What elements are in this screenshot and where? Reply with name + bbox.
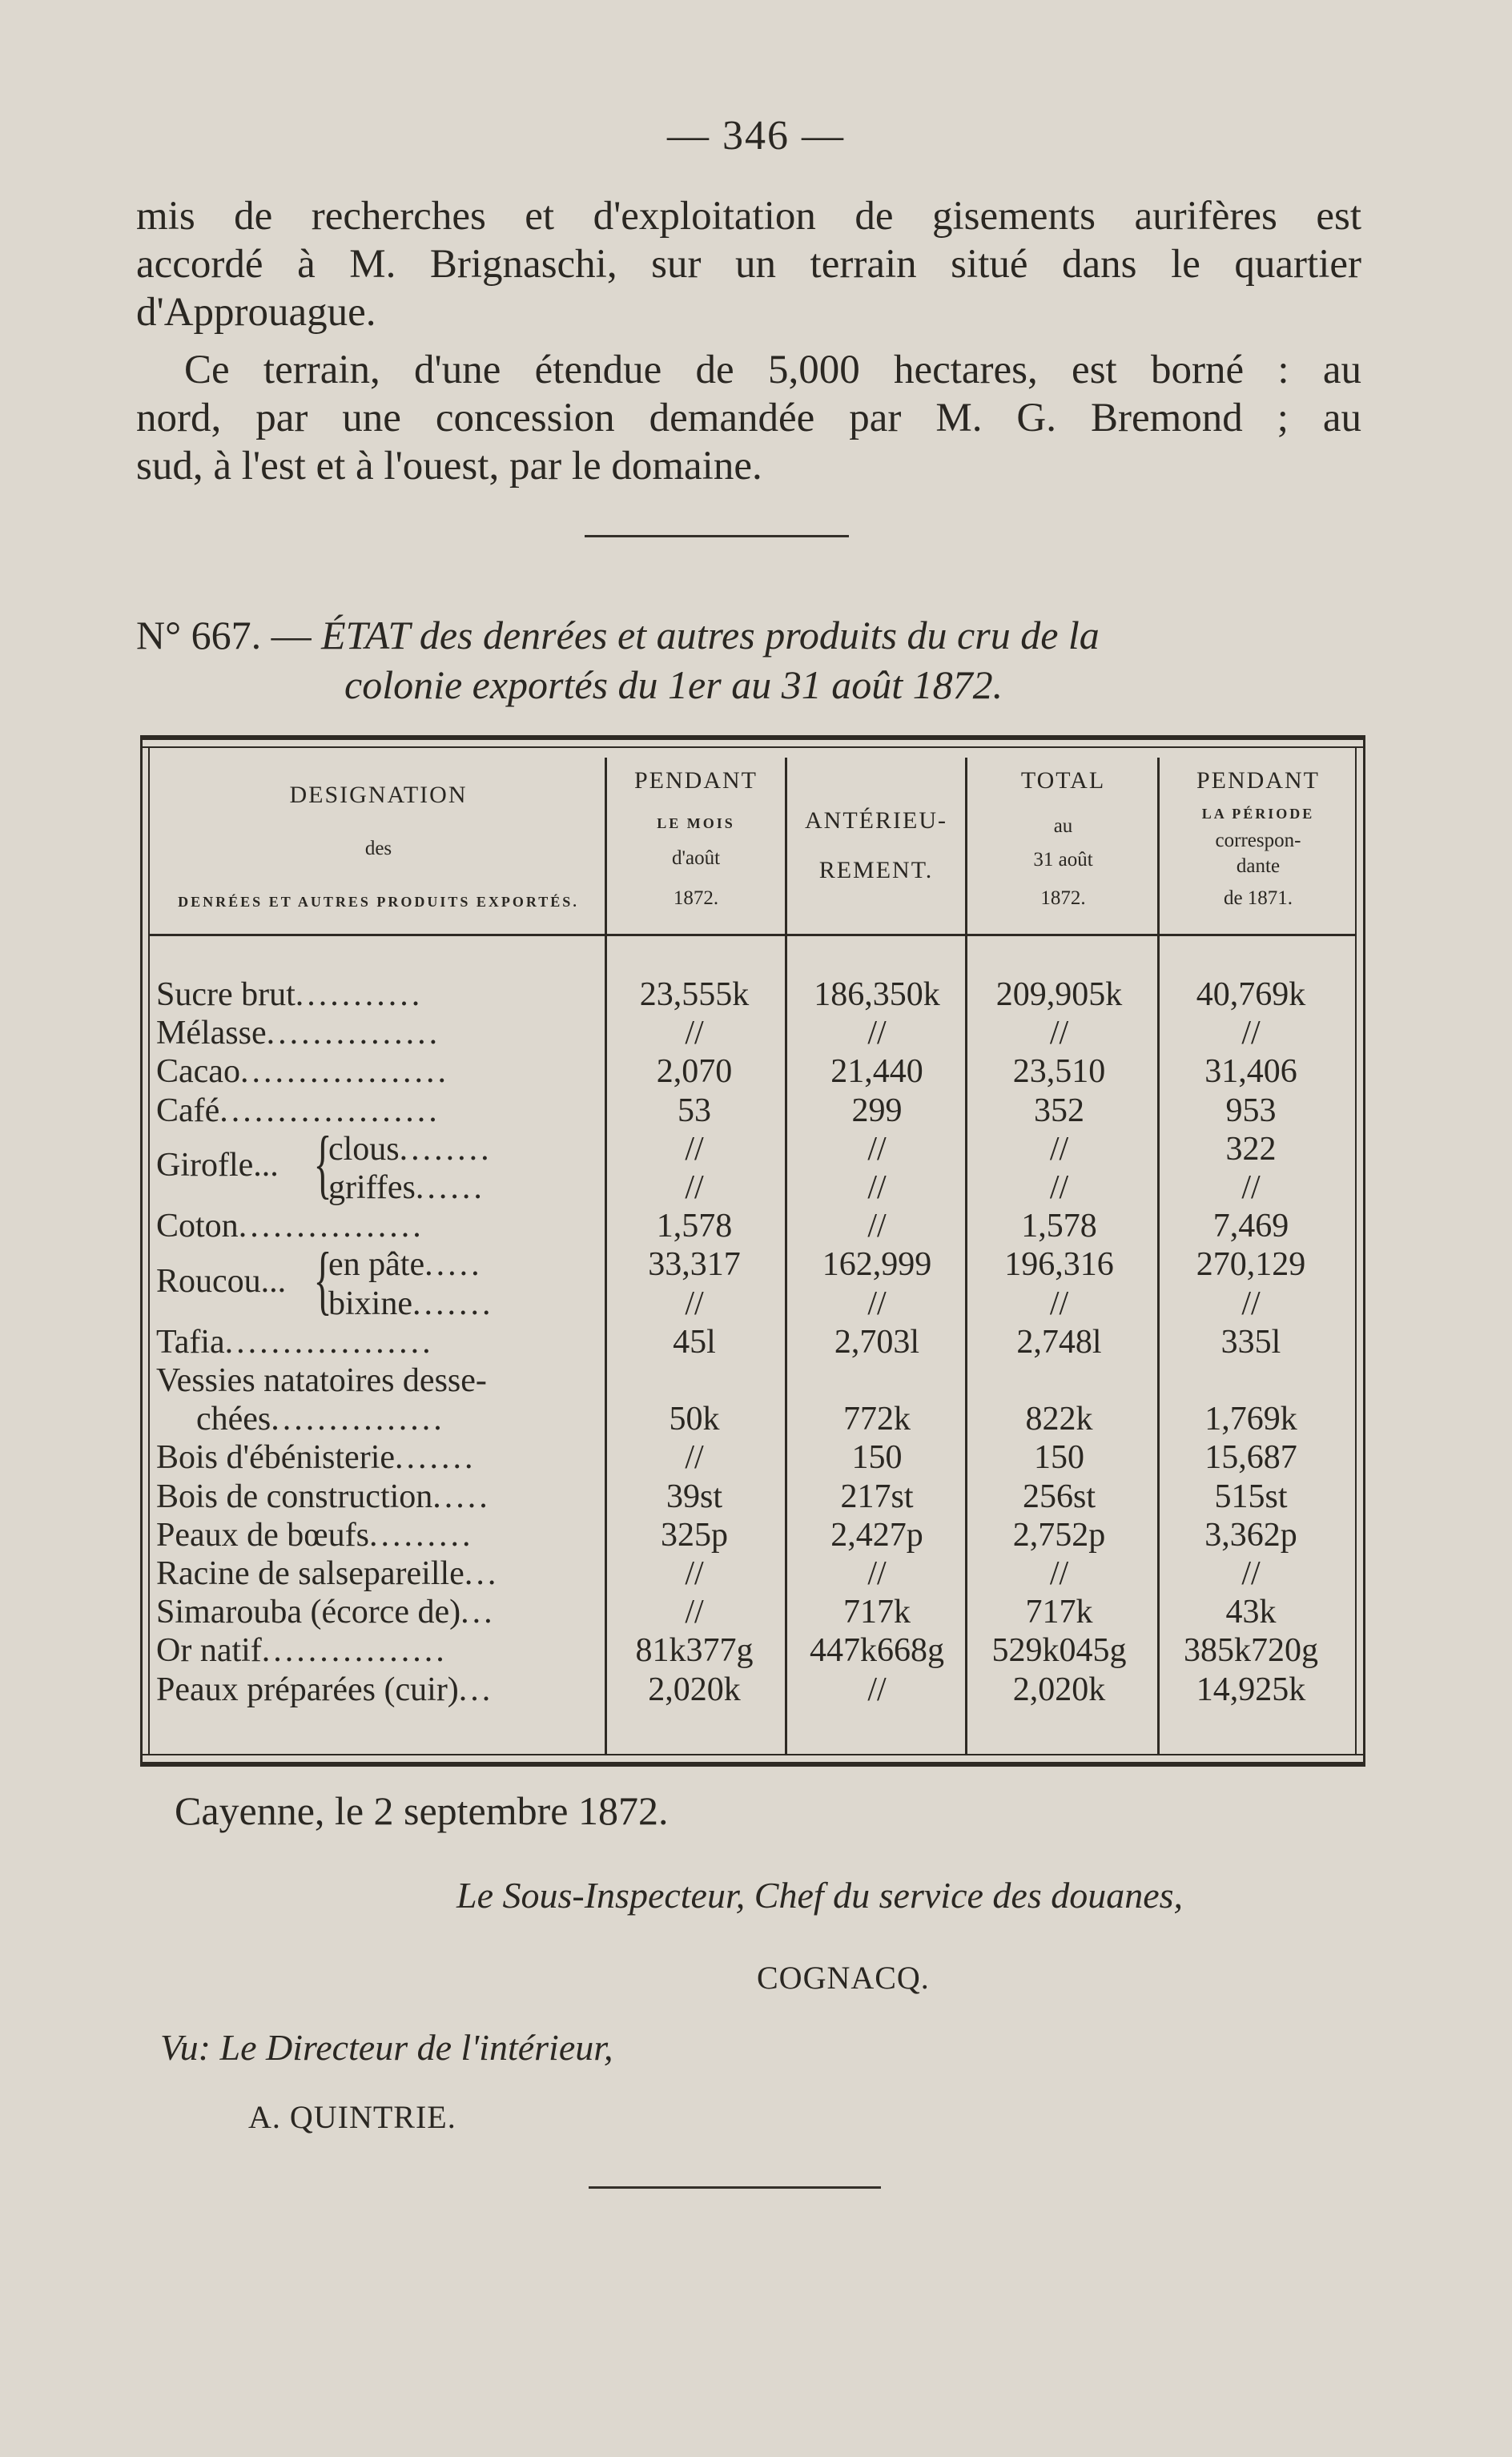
row-label-text: Bois de construction (156, 1478, 433, 1515)
cell-col3: 209,905k (995, 976, 1123, 1013)
table-row (140, 1014, 1365, 1052)
row-label-text: bixine (328, 1285, 412, 1322)
table-row (140, 975, 1365, 1014)
girofle-group-brace: { (313, 1120, 332, 1206)
cell-col1: // (685, 1285, 704, 1322)
row-label-text: Vessies natatoires desse- (156, 1362, 487, 1399)
cell-col4: 31,406 (1204, 1053, 1297, 1091)
row-label-text: Or natif (156, 1632, 262, 1670)
table-row (140, 1361, 1365, 1400)
intro-line: d'Approuague. (136, 290, 376, 335)
signer-name: COGNACQ. (757, 1960, 930, 1996)
cell-col3: 150 (1034, 1439, 1084, 1477)
cell-col4: 335l (1220, 1323, 1281, 1361)
table-row (140, 1400, 1365, 1438)
cell-col1: 2,070 (656, 1053, 733, 1091)
row-label-dots: ....... (395, 1439, 477, 1477)
row-label-dots: ................ (261, 1632, 448, 1670)
row-label (156, 1593, 601, 1631)
cell-col3: 256st (1022, 1478, 1096, 1515)
cell-col2: // (867, 1208, 887, 1245)
cell-col2: 299 (851, 1092, 903, 1129)
cell-col1: 81k377g (635, 1632, 754, 1670)
cell-col2: // (867, 1169, 887, 1206)
cell-col4: 14,925k (1196, 1671, 1306, 1708)
table-row (140, 1438, 1365, 1477)
row-label-dots: ............... (271, 1401, 445, 1438)
cell-col2: 772k (843, 1401, 911, 1438)
row-label-dots: ................ (238, 1208, 424, 1245)
row-label-text: Cacao (156, 1053, 240, 1091)
cell-col2: 717k (843, 1594, 911, 1631)
cell-col1: // (685, 1130, 704, 1168)
roucou-group-brace: { (313, 1236, 332, 1322)
cell-col1: 33,317 (648, 1246, 741, 1284)
cell-col1: 325p (661, 1516, 728, 1554)
row-label-dots: ..... (432, 1478, 491, 1515)
row-label-dots: ..... (424, 1246, 483, 1284)
cell-col4: // (1241, 1169, 1261, 1206)
cell-col1: 2,020k (648, 1671, 741, 1708)
cell-col2: 150 (851, 1439, 903, 1477)
header-col4-periode: LA PÉRIODE (1201, 806, 1315, 822)
table-top-border (140, 735, 1365, 740)
row-label (156, 1554, 601, 1593)
cell-col4: 322 (1225, 1130, 1277, 1168)
roucou-group-label: Roucou... (156, 1262, 287, 1300)
cell-col2: // (867, 1671, 887, 1708)
header-designation: DESIGNATION (289, 782, 468, 808)
cell-col3: // (1049, 1555, 1069, 1592)
header-col2-cont: REMENT. (818, 857, 934, 883)
cell-col4: 953 (1225, 1092, 1277, 1129)
row-label (156, 1478, 601, 1516)
header-col4: PENDANT (1196, 767, 1320, 794)
cell-col2: 447k668g (810, 1632, 944, 1670)
table-row (140, 1593, 1365, 1631)
section-title-line1: ÉTAT des denrées et autres produits du cru de la (321, 613, 1100, 657)
row-label-text: Peaux préparées (cuir) (156, 1671, 459, 1708)
cell-col1: // (685, 1555, 704, 1592)
row-label-dots: ......... (368, 1516, 474, 1554)
header-col2: ANTÉRIEU- (805, 807, 947, 834)
cell-col1: 23,555k (639, 976, 750, 1013)
cell-col3: 2,020k (1012, 1671, 1106, 1708)
row-label (156, 1323, 601, 1361)
page-number: — 346 — (667, 113, 845, 159)
girofle-group-label: Girofle... (156, 1146, 279, 1184)
row-label-text: Racine de salsepareille (156, 1555, 464, 1592)
cell-col4: 515st (1214, 1478, 1288, 1515)
row-label-text: Coton (156, 1208, 239, 1245)
header-designation-des: des (364, 838, 392, 859)
cell-col3: 529k045g (991, 1632, 1127, 1670)
cell-col2: 21,440 (830, 1053, 923, 1091)
terrain-line: sud, à l'est et à l'ouest, par le domaine. (136, 444, 762, 489)
cell-col1: // (685, 1439, 704, 1477)
row-label (156, 1671, 601, 1709)
cell-col2: 217st (840, 1478, 914, 1515)
row-label-text: Mélasse (156, 1015, 267, 1052)
vu-line: Vu: Le Directeur de l'intérieur, (160, 2027, 613, 2068)
row-label-dots: ... (458, 1671, 494, 1708)
cell-col4: 385k720g (1184, 1632, 1318, 1670)
intro-paragraph (136, 192, 1361, 336)
header-col1-year: 1872. (673, 887, 719, 909)
row-label (156, 1438, 601, 1477)
cell-col1: 50k (669, 1401, 720, 1438)
row-label-dots: ... (464, 1555, 500, 1592)
cell-col4: // (1241, 1555, 1261, 1592)
cell-col2: 186,350k (814, 976, 940, 1013)
row-label-dots: .................. (239, 1053, 449, 1091)
row-label-text: Café (156, 1092, 220, 1129)
header-col3-year: 1872. (1040, 887, 1086, 909)
separator-rule (585, 535, 849, 537)
header-col3-au: au (1053, 815, 1073, 837)
table-row (140, 1052, 1365, 1091)
table-row (140, 1631, 1365, 1670)
row-label-dots: ....... (412, 1285, 494, 1322)
cell-col2: // (867, 1015, 887, 1052)
table-row (140, 1516, 1365, 1554)
row-label-text: chées (196, 1401, 271, 1438)
row-label-text: Bois d'ébénisterie (156, 1439, 395, 1477)
cell-col3: // (1049, 1015, 1069, 1052)
cell-col4: 270,129 (1196, 1246, 1306, 1284)
row-label-text: Simarouba (écorce de) (156, 1594, 461, 1631)
row-label (156, 1631, 601, 1670)
cell-col3: 717k (1025, 1594, 1093, 1631)
cell-col1: 45l (673, 1323, 716, 1361)
row-label (196, 1400, 641, 1438)
cell-col4: // (1241, 1015, 1261, 1052)
row-label (156, 1092, 601, 1130)
cell-col1: 39st (666, 1478, 722, 1515)
cell-col3: 2,752p (1012, 1516, 1106, 1554)
cell-col1: 1,578 (656, 1208, 733, 1245)
intro-line: accordé à M. Brignaschi, sur un terrain situé dans le quartier (136, 242, 1361, 287)
cell-col4: 7,469 (1212, 1208, 1289, 1245)
row-label (156, 1052, 601, 1091)
cell-col1: // (685, 1015, 704, 1052)
header-col1-month: d'août (671, 847, 721, 869)
header-col4-corr: correspon- (1215, 830, 1301, 851)
cell-col3: // (1049, 1285, 1069, 1322)
row-label-text: Tafia (156, 1323, 225, 1361)
table-row (140, 1554, 1365, 1593)
row-label (156, 1014, 601, 1052)
row-label (156, 1207, 601, 1245)
cell-col1: 53 (678, 1092, 711, 1129)
row-label-dots: ........ (399, 1130, 493, 1168)
cell-col3: 23,510 (1012, 1053, 1106, 1091)
row-label-dots: .................. (224, 1323, 434, 1361)
cell-col4: 15,687 (1204, 1439, 1297, 1477)
cell-col4: 43k (1225, 1594, 1277, 1631)
row-label-dots: ........... (295, 976, 424, 1013)
bottom-rule (589, 2186, 881, 2189)
terrain-paragraph (136, 346, 1361, 490)
row-label-dots: ................... (219, 1092, 440, 1129)
cell-col2: 2,427p (830, 1516, 923, 1554)
row-label (156, 975, 601, 1014)
cell-col3: // (1049, 1130, 1069, 1168)
cell-col3: // (1049, 1169, 1069, 1206)
header-col4-year: de 1871. (1223, 887, 1293, 909)
intro-line: mis de recherches et d'exploitation de gisements aurifères est (136, 194, 1361, 239)
cell-col3: 1,578 (1021, 1208, 1097, 1245)
row-label-text: clous (328, 1130, 400, 1168)
row-label-dots: ...... (415, 1169, 485, 1206)
table-bottom-border-inner (140, 1754, 1365, 1755)
cell-col1: // (685, 1169, 704, 1206)
place-date: Cayenne, le 2 septembre 1872. (175, 1788, 669, 1833)
cell-col4: 1,769k (1204, 1401, 1297, 1438)
cell-col2: // (867, 1130, 887, 1168)
cell-col2: 162,999 (822, 1246, 932, 1284)
row-label (156, 1516, 601, 1554)
terrain-line: nord, par une concession demandée par M. G. Bremond ; au (136, 396, 1361, 440)
row-label-text: Peaux de bœufs (156, 1516, 369, 1554)
table-row (140, 1478, 1365, 1516)
row-label (156, 1361, 601, 1400)
header-designation-sub: DENRÉES ET AUTRES PRODUITS EXPORTÉS. (178, 894, 579, 910)
cell-col4: 3,362p (1204, 1516, 1297, 1554)
header-col1: PENDANT (634, 767, 758, 794)
row-label-text: en pâte (328, 1246, 425, 1284)
cell-col3: 196,316 (1004, 1246, 1114, 1284)
cell-col3: 352 (1034, 1092, 1084, 1129)
header-col3: TOTAL (1020, 767, 1106, 794)
table-top-border-inner (140, 746, 1365, 748)
header-col4-dante: dante (1236, 855, 1281, 877)
cell-col4: // (1241, 1285, 1261, 1322)
row-label-dots: ............... (266, 1015, 441, 1052)
section-number: N° 667. — (136, 613, 312, 657)
table-row (140, 1671, 1365, 1709)
director-name: A. QUINTRIE. (248, 2099, 456, 2135)
table-bottom-border (140, 1762, 1365, 1767)
section-title-line2: colonie exportés du 1er au 31 août 1872. (344, 662, 1003, 707)
exports-table (140, 735, 1365, 1768)
cell-col1: // (685, 1594, 704, 1631)
header-col1-sub: LE MOIS (657, 815, 735, 831)
cell-col2: // (867, 1555, 887, 1592)
signer-title: Le Sous-Inspecteur, Chef du service des douanes, (456, 1875, 1184, 1916)
row-label-dots: ... (460, 1594, 496, 1631)
cell-col4: 40,769k (1196, 976, 1306, 1013)
table-row (140, 1323, 1365, 1361)
terrain-line: Ce terrain, d'une étendue de 5,000 hectares, est borné : au (184, 348, 1361, 392)
header-rule (150, 934, 1355, 936)
section-title (136, 610, 1369, 710)
cell-col2: // (867, 1285, 887, 1322)
cell-col3: 2,748l (1016, 1323, 1102, 1361)
row-label-text: griffes (328, 1169, 416, 1206)
header-col3-date: 31 août (1033, 849, 1093, 871)
cell-col3: 822k (1025, 1401, 1093, 1438)
cell-col2: 2,703l (834, 1323, 920, 1361)
row-label-text: Sucre brut (156, 976, 296, 1013)
